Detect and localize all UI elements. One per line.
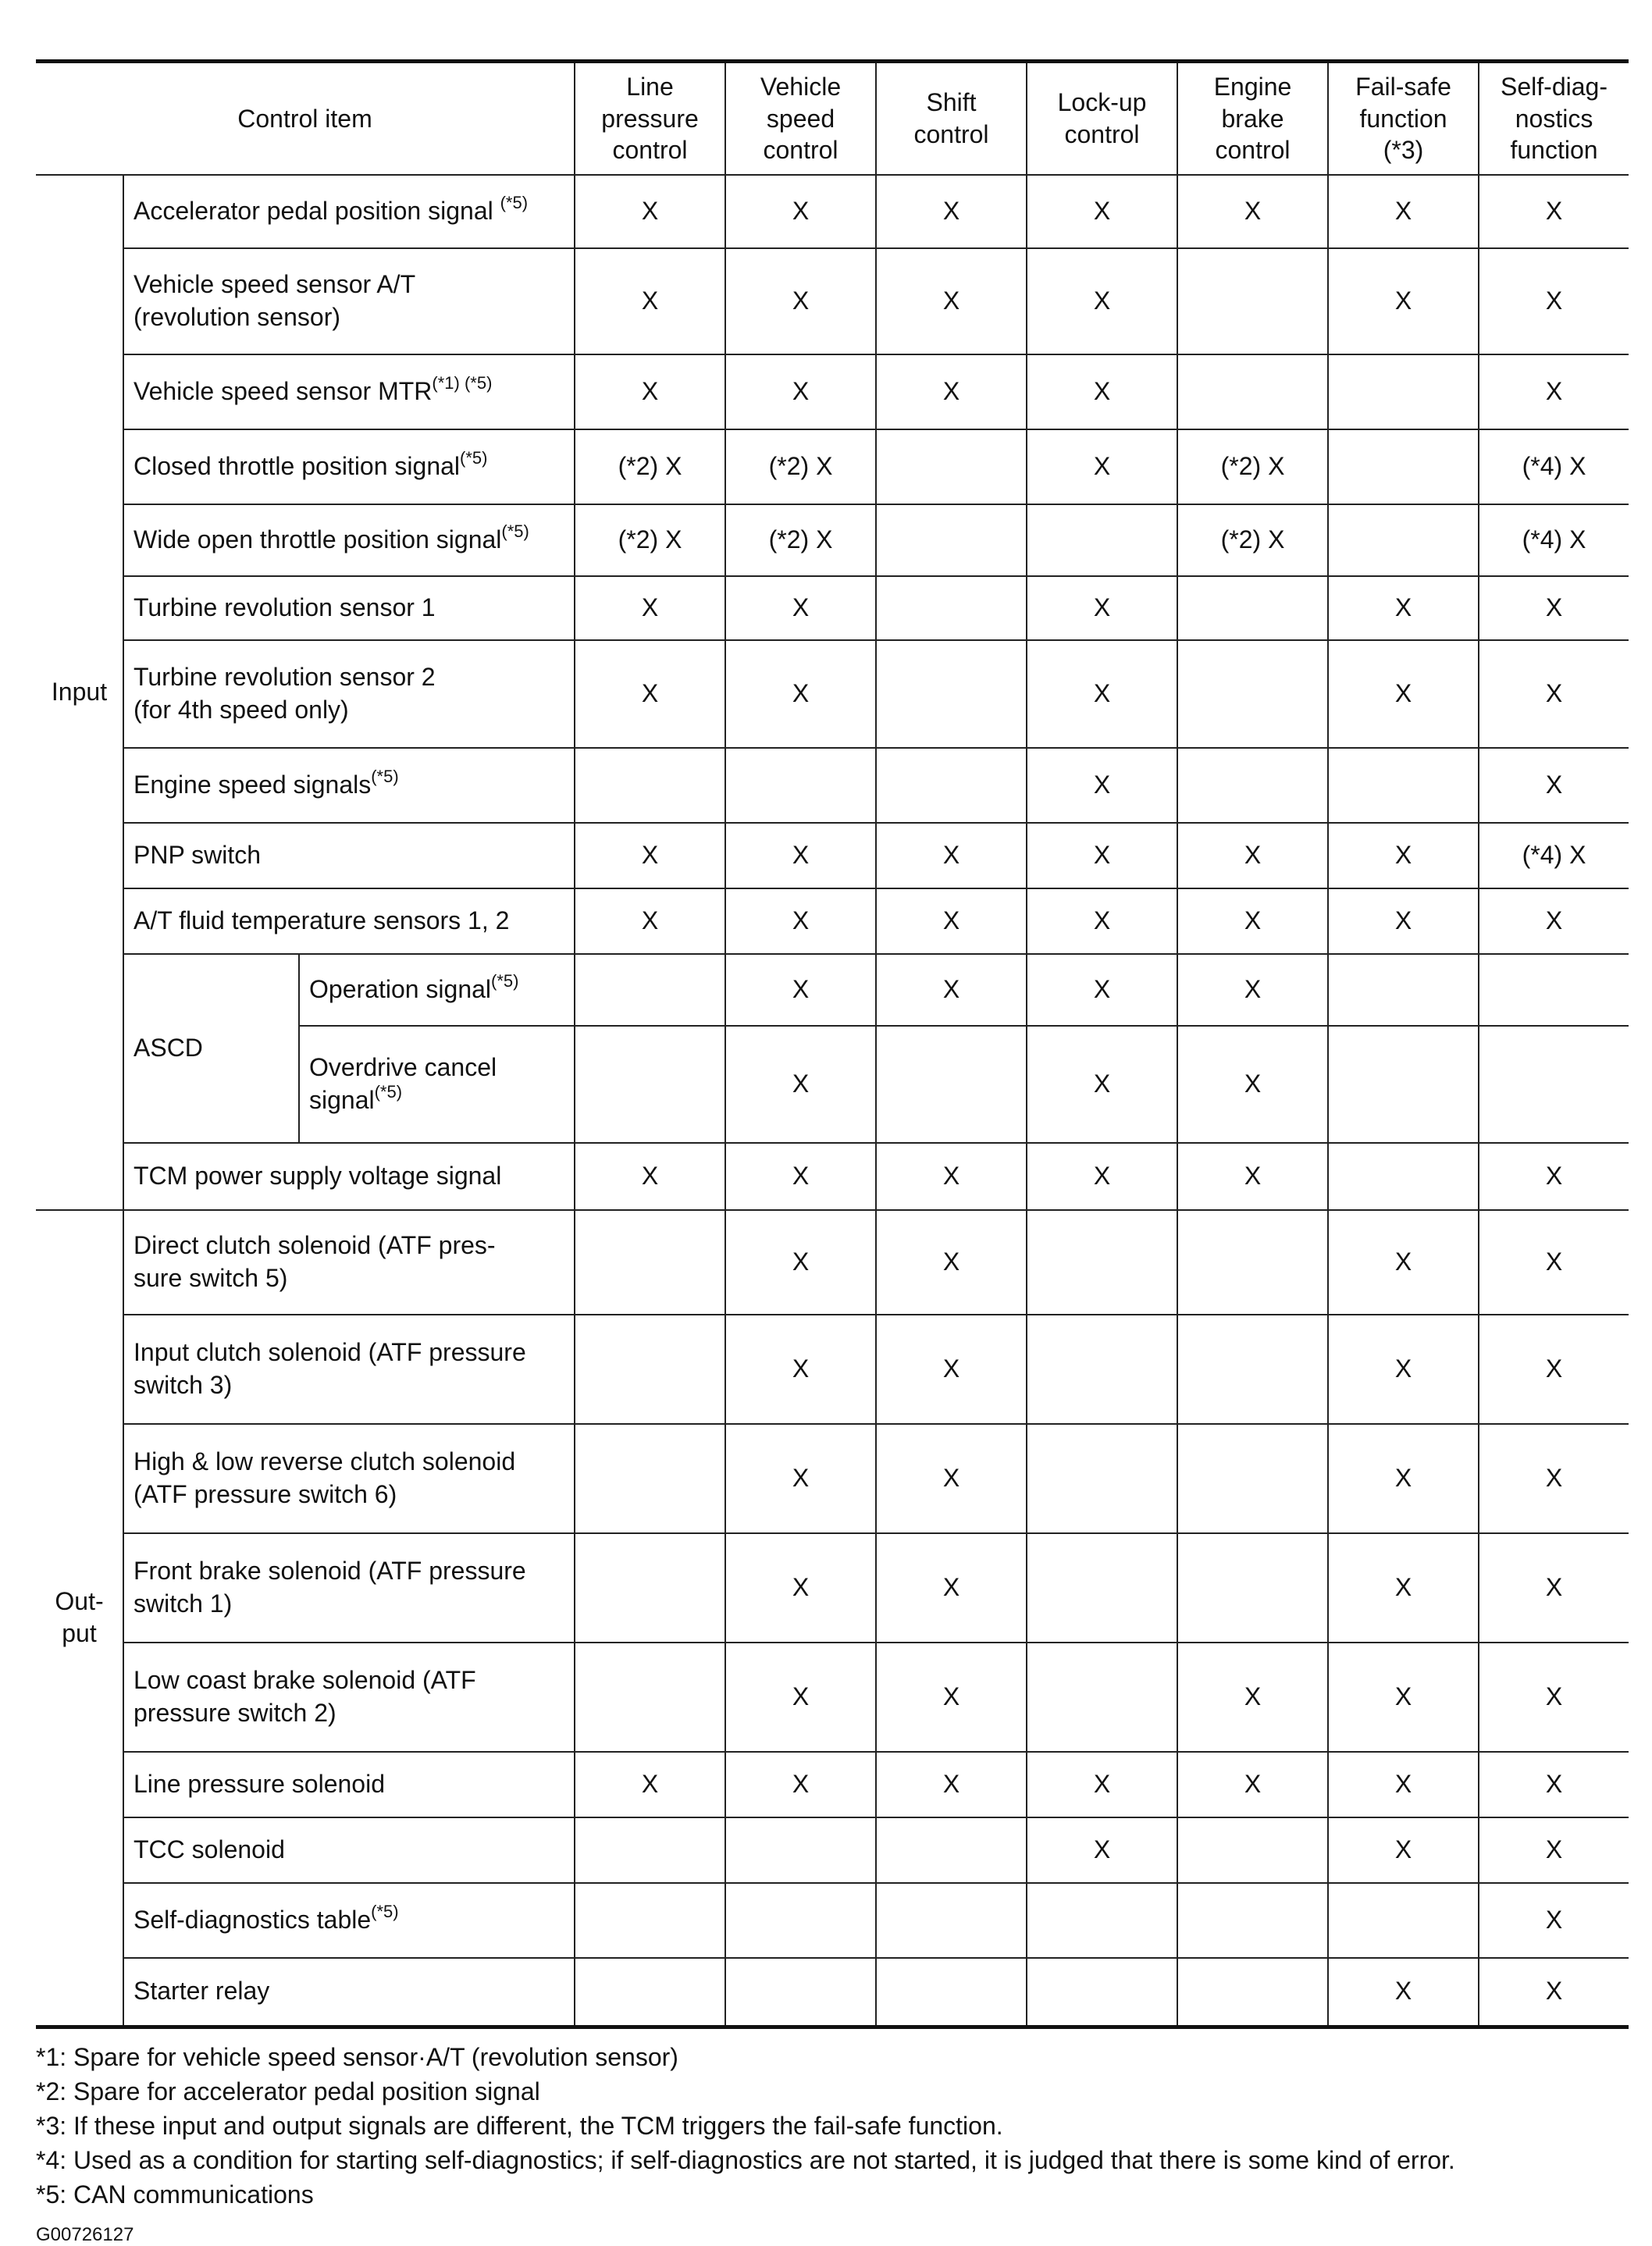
mark-cell-engine-brake <box>1177 1883 1328 1958</box>
mark-cell-engine-brake: X <box>1177 1026 1328 1143</box>
mark-cell-fail-safe: X <box>1328 175 1479 248</box>
header-line: nostics <box>1515 104 1593 133</box>
row-label <box>123 748 575 823</box>
mark-cell-lock-up: X <box>1027 640 1177 748</box>
group-label-line: put <box>62 1619 97 1648</box>
group-output <box>36 1210 123 2027</box>
row-label <box>123 1958 575 2027</box>
footnotes <box>36 2040 1629 2212</box>
mark-cell-shift: X <box>876 1424 1027 1533</box>
mark-cell-fail-safe: X <box>1328 1752 1479 1817</box>
footnote-ref: (*5) <box>501 521 529 542</box>
mark-cell-fail-safe: X <box>1328 823 1479 888</box>
row-label-line: Vehicle speed sensor MTR <box>134 377 433 406</box>
row-label-line: TCC solenoid <box>134 1835 285 1864</box>
row-label-line: pressure switch 2) <box>134 1699 336 1727</box>
mark-cell-self-diagnostics: X <box>1479 1817 1629 1883</box>
row-label-line: (for 4th speed only) <box>134 696 349 724</box>
row-label-line: Self-diagnostics table <box>134 1906 372 1935</box>
mark-cell-self-diagnostics: X <box>1479 888 1629 954</box>
row-label <box>123 429 575 504</box>
row-label-line: Line pressure solenoid <box>134 1770 385 1799</box>
mark-cell-line-pressure <box>575 1315 725 1424</box>
mark-cell-engine-brake: X <box>1177 175 1328 248</box>
mark-cell-shift <box>876 1817 1027 1883</box>
mark-cell-shift: X <box>876 248 1027 354</box>
document <box>36 59 1629 2246</box>
header-line: Shift <box>926 88 977 117</box>
table-row <box>36 248 1629 354</box>
row-label <box>123 1752 575 1817</box>
mark-cell-line-pressure <box>575 1533 725 1643</box>
footnote-ref: (*5) <box>491 971 519 991</box>
mark-cell-fail-safe: X <box>1328 1315 1479 1424</box>
mark-cell-fail-safe <box>1328 748 1479 823</box>
mark-cell-lock-up: X <box>1027 354 1177 429</box>
mark-cell-lock-up <box>1027 504 1177 576</box>
mark-cell-vehicle-speed <box>725 1817 876 1883</box>
row-label-line: Turbine revolution sensor 1 <box>134 593 436 622</box>
mark-cell-vehicle-speed: X <box>725 1143 876 1210</box>
mark-cell-fail-safe: X <box>1328 576 1479 640</box>
mark-cell-shift: X <box>876 1210 1027 1315</box>
mark-cell-vehicle-speed: (*2) X <box>725 429 876 504</box>
row-label <box>123 1817 575 1883</box>
mark-cell-vehicle-speed: X <box>725 954 876 1026</box>
mark-cell-self-diagnostics <box>1479 954 1629 1026</box>
row-label <box>123 576 575 640</box>
row-label <box>299 1026 575 1143</box>
mark-cell-vehicle-speed: (*2) X <box>725 504 876 576</box>
header-line: brake <box>1221 104 1284 133</box>
mark-cell-fail-safe: X <box>1328 248 1479 354</box>
header-line: Self-diag- <box>1501 72 1607 101</box>
row-label <box>123 1533 575 1643</box>
figure-code: G00726127 <box>36 2223 134 2245</box>
mark-cell-engine-brake: X <box>1177 888 1328 954</box>
header-line: pressure <box>601 104 699 133</box>
mark-cell-vehicle-speed: X <box>725 1643 876 1752</box>
mark-cell-engine-brake: (*2) X <box>1177 429 1328 504</box>
mark-cell-vehicle-speed: X <box>725 1315 876 1424</box>
mark-cell-shift: X <box>876 954 1027 1026</box>
mark-cell-lock-up: X <box>1027 175 1177 248</box>
row-label <box>123 504 575 576</box>
table-row <box>36 1533 1629 1643</box>
mark-cell-engine-brake <box>1177 1817 1328 1883</box>
mark-cell-line-pressure: X <box>575 888 725 954</box>
footnote: *1: Spare for vehicle speed sensor·A/T (revolution sensor) <box>36 2042 678 2071</box>
mark-cell-shift: X <box>876 1752 1027 1817</box>
table-row <box>36 1883 1629 1958</box>
header-line: Lock-up <box>1057 88 1147 117</box>
mark-cell-lock-up: X <box>1027 888 1177 954</box>
mark-cell-vehicle-speed: X <box>725 248 876 354</box>
mark-cell-shift <box>876 1026 1027 1143</box>
row-label-line: Turbine revolution sensor 2 <box>134 663 436 692</box>
mark-cell-self-diagnostics: X <box>1479 1533 1629 1643</box>
mark-cell-engine-brake <box>1177 748 1328 823</box>
mark-cell-line-pressure: X <box>575 354 725 429</box>
group-input <box>36 175 123 1210</box>
header-fail-safe-control <box>1328 62 1479 176</box>
row-label-line: Accelerator pedal position signal <box>134 197 500 226</box>
table-body <box>36 175 1629 2027</box>
mark-cell-vehicle-speed: X <box>725 1210 876 1315</box>
mark-cell-vehicle-speed: X <box>725 175 876 248</box>
row-label-line: switch 3) <box>134 1371 233 1399</box>
row-label-line: PNP switch <box>134 841 262 870</box>
mark-cell-fail-safe <box>1328 1883 1479 1958</box>
footnote: *3: If these input and output signals are different, the TCM triggers the fail-safe function. <box>36 2111 1003 2140</box>
footnote-ref: (*5) <box>371 767 399 787</box>
table-row <box>36 1315 1629 1424</box>
mark-cell-vehicle-speed: X <box>725 823 876 888</box>
mark-cell-lock-up: X <box>1027 1026 1177 1143</box>
row-label-line: Vehicle speed sensor A/T <box>134 270 416 299</box>
mark-cell-vehicle-speed: X <box>725 354 876 429</box>
mark-cell-lock-up <box>1027 1883 1177 1958</box>
mark-cell-line-pressure: X <box>575 640 725 748</box>
mark-cell-engine-brake <box>1177 1958 1328 2027</box>
row-label-line: Closed throttle position signal <box>134 452 461 481</box>
mark-cell-shift: X <box>876 823 1027 888</box>
mark-cell-line-pressure: X <box>575 576 725 640</box>
mark-cell-self-diagnostics: X <box>1479 640 1629 748</box>
header-line: speed <box>766 104 835 133</box>
row-label <box>123 1424 575 1533</box>
row-label <box>123 640 575 748</box>
mark-cell-fail-safe <box>1328 504 1479 576</box>
mark-cell-vehicle-speed <box>725 1883 876 1958</box>
mark-cell-fail-safe: X <box>1328 1424 1479 1533</box>
header-line: control <box>612 136 688 165</box>
mark-cell-fail-safe <box>1328 954 1479 1026</box>
mark-cell-line-pressure: (*2) X <box>575 429 725 504</box>
mark-cell-shift <box>876 1958 1027 2027</box>
row-label-line: Input clutch solenoid (ATF pressure <box>134 1338 526 1367</box>
row-label <box>123 1643 575 1752</box>
table-row <box>36 1643 1629 1752</box>
mark-cell-shift <box>876 1883 1027 1958</box>
row-label-line: TCM power supply voltage signal <box>134 1162 502 1191</box>
mark-cell-line-pressure: X <box>575 1143 725 1210</box>
mark-cell-line-pressure: X <box>575 823 725 888</box>
mark-cell-self-diagnostics: (*4) X <box>1479 504 1629 576</box>
mark-cell-fail-safe <box>1328 429 1479 504</box>
mark-cell-fail-safe <box>1328 1026 1479 1143</box>
header-line: (*3) <box>1383 136 1424 165</box>
mark-cell-engine-brake <box>1177 248 1328 354</box>
mark-cell-self-diagnostics: X <box>1479 1752 1629 1817</box>
table-row <box>36 429 1629 504</box>
mark-cell-lock-up: X <box>1027 248 1177 354</box>
mark-cell-vehicle-speed: X <box>725 1424 876 1533</box>
mark-cell-fail-safe: X <box>1328 1533 1479 1643</box>
header-control-item: Control item <box>36 62 575 176</box>
row-label-line: Wide open throttle position signal <box>134 525 502 554</box>
row-label <box>123 888 575 954</box>
mark-cell-lock-up <box>1027 1424 1177 1533</box>
mark-cell-self-diagnostics: X <box>1479 748 1629 823</box>
row-label <box>123 248 575 354</box>
mark-cell-self-diagnostics: X <box>1479 1643 1629 1752</box>
mark-cell-fail-safe: X <box>1328 1958 1479 2027</box>
header-line: function <box>1510 136 1598 165</box>
row-label-line: (ATF pressure switch 6) <box>134 1480 397 1508</box>
mark-cell-engine-brake <box>1177 354 1328 429</box>
footnote-ref: (*5) <box>374 1082 403 1102</box>
table-row <box>36 1210 1629 1315</box>
mark-cell-vehicle-speed: X <box>725 1026 876 1143</box>
row-label <box>123 1210 575 1315</box>
mark-cell-self-diagnostics: X <box>1479 1958 1629 2027</box>
mark-cell-self-diagnostics: (*4) X <box>1479 823 1629 888</box>
row-label <box>299 954 575 1026</box>
mark-cell-vehicle-speed <box>725 748 876 823</box>
row-label-line: switch 1) <box>134 1589 233 1618</box>
mark-cell-self-diagnostics: X <box>1479 576 1629 640</box>
header-lock-up-control <box>1027 62 1177 176</box>
mark-cell-engine-brake <box>1177 1315 1328 1424</box>
group-label-line: Input <box>51 678 108 707</box>
mark-cell-self-diagnostics: X <box>1479 175 1629 248</box>
mark-cell-engine-brake <box>1177 576 1328 640</box>
mark-cell-self-diagnostics: X <box>1479 1210 1629 1315</box>
footnote-ref: (*5) <box>371 1902 399 1922</box>
row-label <box>123 1883 575 1958</box>
table-row <box>36 1958 1629 2027</box>
table-row <box>36 823 1629 888</box>
mark-cell-line-pressure <box>575 1958 725 2027</box>
row-label-line: signal <box>309 1086 375 1114</box>
header-line-pressure-control <box>575 62 725 176</box>
row-label-line: A/T fluid temperature sensors 1, 2 <box>134 906 510 935</box>
mark-cell-self-diagnostics <box>1479 1026 1629 1143</box>
mark-cell-lock-up <box>1027 1533 1177 1643</box>
mark-cell-lock-up: X <box>1027 748 1177 823</box>
footnote: *2: Spare for accelerator pedal position signal <box>36 2077 540 2105</box>
table-row <box>36 504 1629 576</box>
mark-cell-shift <box>876 429 1027 504</box>
mark-cell-lock-up: X <box>1027 1817 1177 1883</box>
mark-cell-self-diagnostics: (*4) X <box>1479 429 1629 504</box>
mark-cell-vehicle-speed <box>725 1958 876 2027</box>
header-line: control <box>913 120 989 148</box>
mark-cell-shift <box>876 748 1027 823</box>
mark-cell-line-pressure <box>575 1210 725 1315</box>
mark-cell-engine-brake: X <box>1177 1643 1328 1752</box>
mark-cell-engine-brake: X <box>1177 1143 1328 1210</box>
header-line: function <box>1359 104 1447 133</box>
mark-cell-line-pressure: X <box>575 1752 725 1817</box>
mark-cell-engine-brake <box>1177 1210 1328 1315</box>
mark-cell-lock-up <box>1027 1643 1177 1752</box>
footnote-ref: (*1) (*5) <box>432 373 493 393</box>
mark-cell-shift <box>876 504 1027 576</box>
mark-cell-shift: X <box>876 1533 1027 1643</box>
header-line: control <box>1064 120 1140 148</box>
mark-cell-line-pressure: X <box>575 175 725 248</box>
table-row <box>36 576 1629 640</box>
mark-cell-line-pressure: (*2) X <box>575 504 725 576</box>
table-row <box>36 175 1629 248</box>
table-row <box>36 640 1629 748</box>
mark-cell-lock-up: X <box>1027 1143 1177 1210</box>
group-label-line: Out- <box>55 1586 104 1615</box>
mark-cell-vehicle-speed: X <box>725 1752 876 1817</box>
table-header-row <box>36 62 1629 176</box>
mark-cell-vehicle-speed: X <box>725 640 876 748</box>
table-row <box>36 748 1629 823</box>
mark-cell-lock-up: X <box>1027 429 1177 504</box>
header-line: Line <box>626 72 674 101</box>
mark-cell-line-pressure <box>575 1424 725 1533</box>
mark-cell-self-diagnostics: X <box>1479 248 1629 354</box>
table-row <box>36 954 1629 1026</box>
table-row <box>36 1752 1629 1817</box>
header-line: Engine <box>1213 72 1292 101</box>
row-label-line: Low coast brake solenoid (ATF <box>134 1666 476 1695</box>
mark-cell-lock-up: X <box>1027 1752 1177 1817</box>
header-line: control <box>1215 136 1291 165</box>
mark-cell-lock-up <box>1027 1315 1177 1424</box>
header-vehicle-speed-control <box>725 62 876 176</box>
row-label-line: Direct clutch solenoid (ATF pres- <box>134 1231 496 1260</box>
row-label <box>123 823 575 888</box>
mark-cell-fail-safe: X <box>1328 1817 1479 1883</box>
row-label <box>123 354 575 429</box>
mark-cell-engine-brake: (*2) X <box>1177 504 1328 576</box>
mark-cell-lock-up: X <box>1027 823 1177 888</box>
mark-cell-line-pressure <box>575 748 725 823</box>
mark-cell-fail-safe: X <box>1328 1643 1479 1752</box>
footnote: *4: Used as a condition for starting self-diagnostics; if self-diagnostics are not started, it is judged that there is some kind of error. <box>36 2145 1455 2174</box>
footnote-ref: (*5) <box>500 193 529 213</box>
mark-cell-fail-safe: X <box>1328 888 1479 954</box>
mark-cell-vehicle-speed: X <box>725 1533 876 1643</box>
table-row <box>36 888 1629 954</box>
mark-cell-engine-brake <box>1177 1533 1328 1643</box>
mark-cell-lock-up <box>1027 1210 1177 1315</box>
mark-cell-line-pressure <box>575 1883 725 1958</box>
mark-cell-engine-brake: X <box>1177 1752 1328 1817</box>
mark-cell-shift: X <box>876 888 1027 954</box>
mark-cell-vehicle-speed: X <box>725 888 876 954</box>
mark-cell-lock-up: X <box>1027 954 1177 1026</box>
row-label-line: High & low reverse clutch solenoid <box>134 1447 516 1476</box>
control-item-table <box>36 59 1629 2029</box>
row-label <box>123 1143 575 1210</box>
mark-cell-self-diagnostics: X <box>1479 1424 1629 1533</box>
group-ascd <box>123 954 299 1143</box>
mark-cell-fail-safe <box>1328 354 1479 429</box>
mark-cell-line-pressure <box>575 1817 725 1883</box>
header-line: Vehicle <box>760 72 842 101</box>
mark-cell-engine-brake: X <box>1177 823 1328 888</box>
footnote-ref: (*5) <box>460 448 488 468</box>
mark-cell-lock-up: X <box>1027 576 1177 640</box>
mark-cell-fail-safe <box>1328 1143 1479 1210</box>
mark-cell-line-pressure <box>575 1026 725 1143</box>
row-label <box>123 175 575 248</box>
header-line: Fail-safe <box>1355 72 1451 101</box>
mark-cell-line-pressure <box>575 1643 725 1752</box>
header-shift-control <box>876 62 1027 176</box>
mark-cell-engine-brake: X <box>1177 954 1328 1026</box>
row-label <box>123 1315 575 1424</box>
mark-cell-shift: X <box>876 175 1027 248</box>
mark-cell-shift <box>876 640 1027 748</box>
mark-cell-self-diagnostics: X <box>1479 1315 1629 1424</box>
mark-cell-vehicle-speed: X <box>725 576 876 640</box>
row-label-line: Operation signal <box>309 975 492 1004</box>
mark-cell-self-diagnostics: X <box>1479 1143 1629 1210</box>
mark-cell-fail-safe: X <box>1328 640 1479 748</box>
mark-cell-shift: X <box>876 1143 1027 1210</box>
row-label-line: Overdrive cancel <box>309 1053 497 1082</box>
mark-cell-self-diagnostics: X <box>1479 1883 1629 1958</box>
mark-cell-engine-brake <box>1177 1424 1328 1533</box>
header-self-diagnostics-control <box>1479 62 1629 176</box>
row-label-line: Engine speed signals <box>134 771 372 799</box>
mark-cell-engine-brake <box>1177 640 1328 748</box>
mark-cell-self-diagnostics: X <box>1479 354 1629 429</box>
table-row <box>36 1424 1629 1533</box>
mark-cell-line-pressure <box>575 954 725 1026</box>
mark-cell-fail-safe: X <box>1328 1210 1479 1315</box>
mark-cell-shift: X <box>876 1315 1027 1424</box>
row-label-line: Front brake solenoid (ATF pressure <box>134 1557 526 1586</box>
mark-cell-shift: X <box>876 354 1027 429</box>
table-row <box>36 354 1629 429</box>
mark-cell-shift <box>876 576 1027 640</box>
group-label-line: ASCD <box>134 1034 203 1062</box>
row-label-line: Starter relay <box>134 1977 270 2006</box>
mark-cell-line-pressure: X <box>575 248 725 354</box>
table-row <box>36 1143 1629 1210</box>
header-engine-brake-control <box>1177 62 1328 176</box>
table-row <box>36 1817 1629 1883</box>
row-label-line: sure switch 5) <box>134 1264 288 1292</box>
mark-cell-shift: X <box>876 1643 1027 1752</box>
header-line: control <box>763 136 838 165</box>
row-label-line: (revolution sensor) <box>134 303 340 331</box>
mark-cell-lock-up <box>1027 1958 1177 2027</box>
footnote: *5: CAN communications <box>36 2180 314 2209</box>
